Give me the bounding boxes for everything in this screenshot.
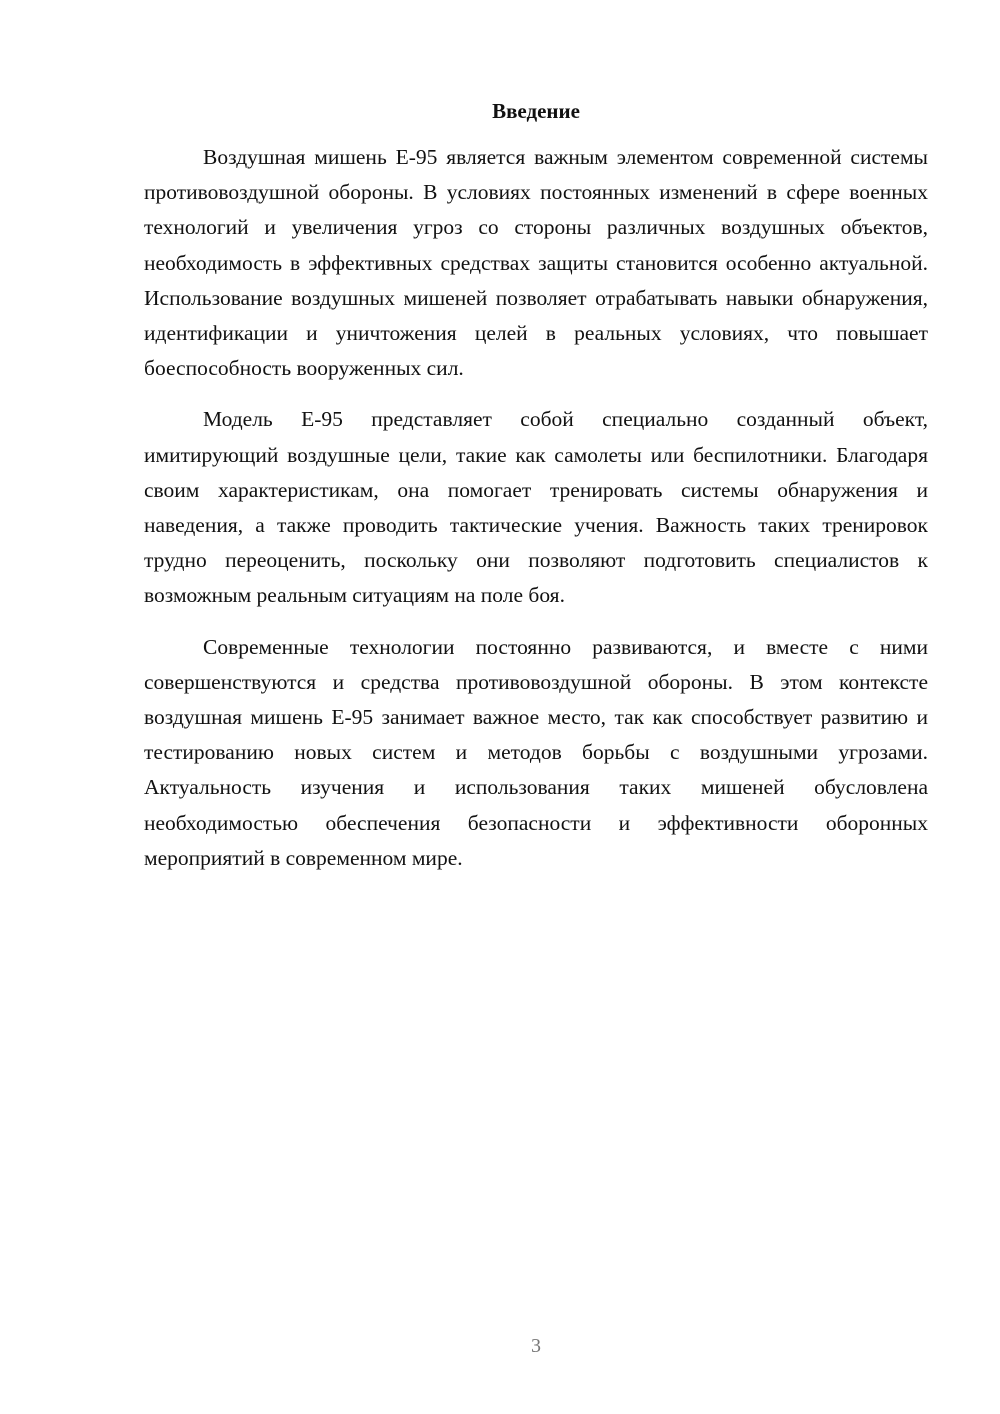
section-title: Введение	[492, 99, 580, 123]
paragraph-2: Модель Е-95 представляет собой специально созданный объект, имитирующий воздушные цели, такие как самолеты или беспилотники. Благодаря своим характеристикам, она помогает тренировать системы обнаружения и наведения, а также проводить тактические учения. Важность таких тренировок трудно переоценить, поскольку они позволяют подготовить специалистов к возможным реальным ситуациям на поле боя.	[144, 407, 928, 608]
page-number: 3	[531, 1335, 541, 1357]
paragraph-3: Современные технологии постоянно развиваются, и вместе с ними совершенствуются и средства противовоздушной обороны. В этом контексте воздушная мишень Е-95 занимает важное место, так как способствует развитию и тестированию новых систем и методов борьбы с воздушными угрозами. Актуальность изучения и использования таких мишеней обусловлена необходимостью обеспечения безопасности и эффективности оборонных мероприятий в современном мире.	[144, 634, 928, 870]
document-body	[144, 96, 928, 892]
paragraph-1: Воздушная мишень Е-95 является важным элементом современной системы противовоздушной обороны. В условиях постоянных изменений в сфере военных технологий и увеличения угроз со стороны различных воздушных объектов, необходимость в эффективных средствах защиты становится особенно актуальной. Использование воздушных мишеней позволяет отрабатывать навыки обнаружения, идентификации и уничтожения целей в реальных условиях, что повышает боеспособность вооруженных сил.	[144, 145, 928, 381]
